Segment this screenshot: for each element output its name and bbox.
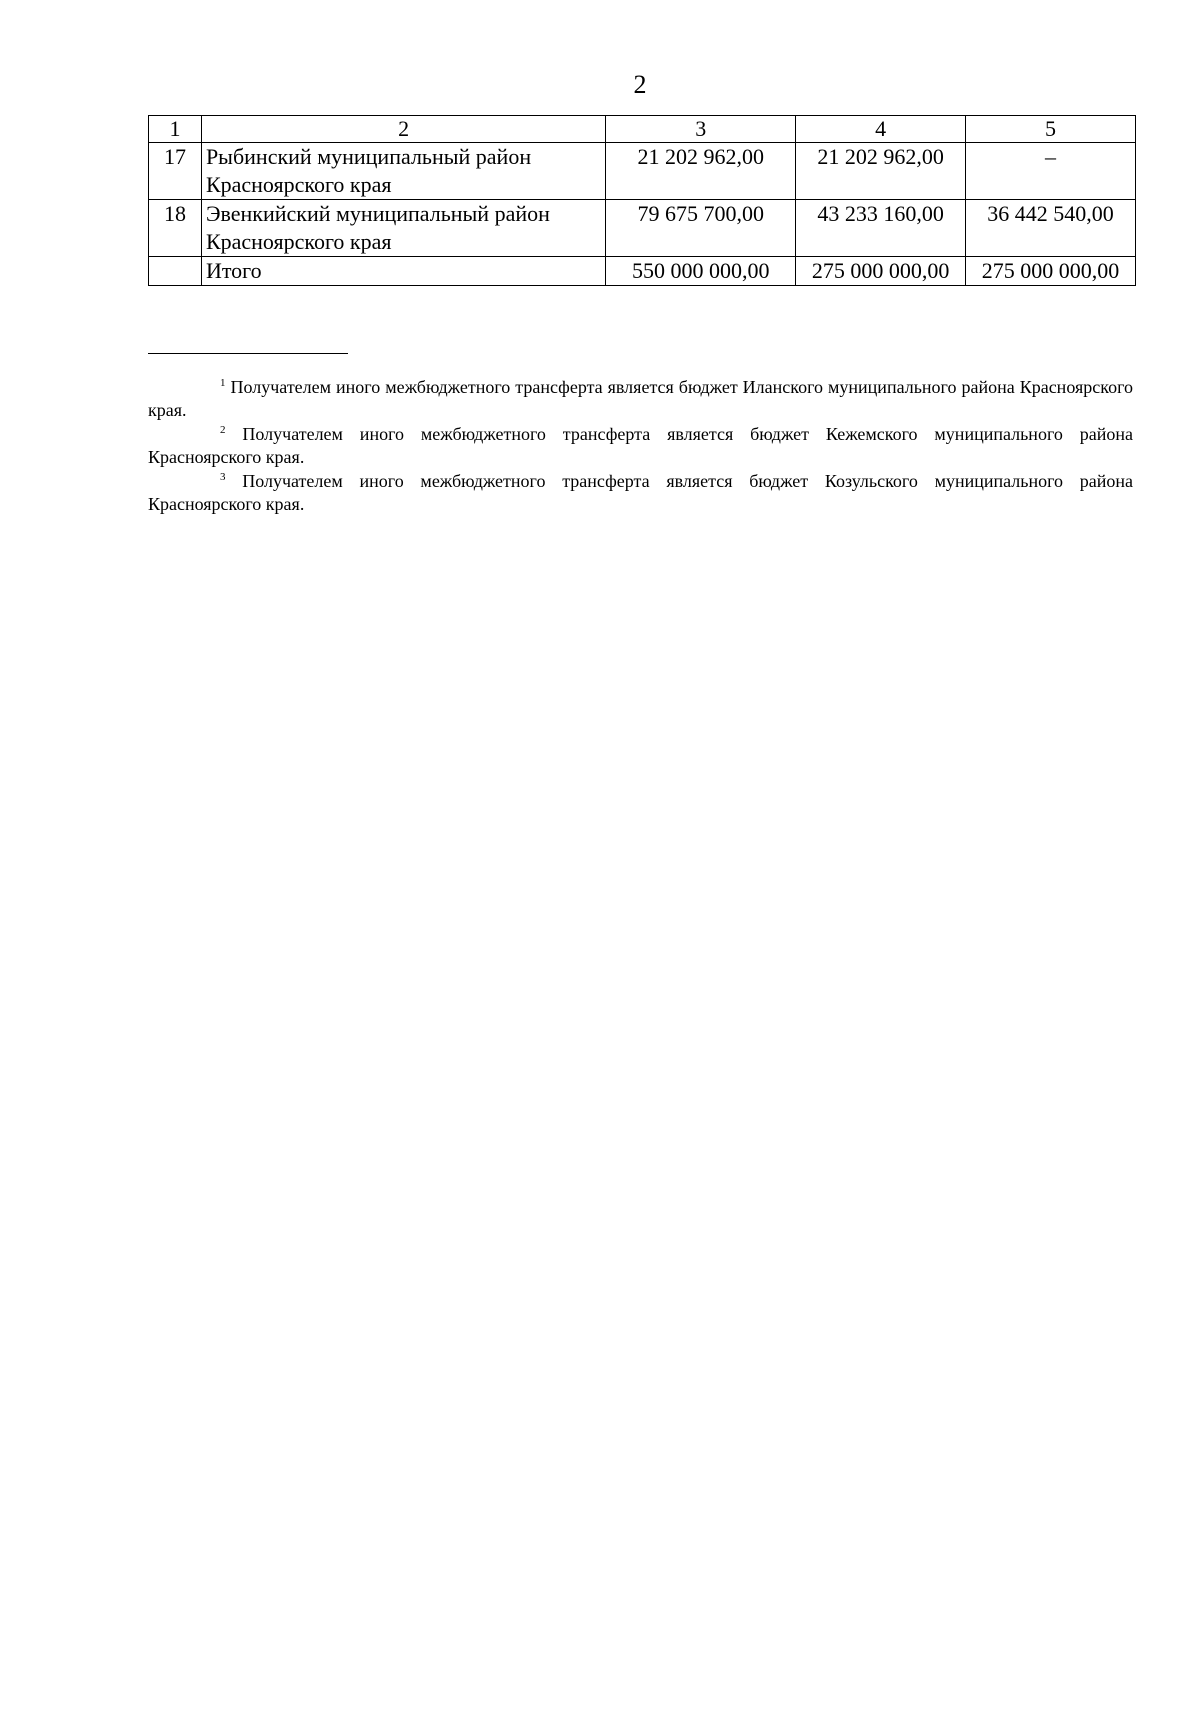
- table-header-row: [149, 116, 1136, 143]
- table-row: [149, 200, 1136, 257]
- footnote-3: [148, 470, 1133, 516]
- footnote-text: Получателем иного межбюджетного трансферта является бюджет Иланского муниципального района Красноярского края.: [148, 377, 1134, 420]
- district-name: Рыбинский муниципальный район Красноярского края: [201, 143, 605, 200]
- total-row: [149, 257, 1136, 286]
- total-row-number: [149, 257, 202, 286]
- budget-table: [148, 115, 1136, 286]
- footnote-2: [148, 423, 1133, 469]
- footnote-text: Получателем иного межбюджетного трансферта является бюджет Кежемского муниципального района Красноярского края.: [148, 424, 1134, 467]
- footnote-divider: [148, 353, 348, 354]
- table-row: [149, 143, 1136, 200]
- row-number: 17: [149, 143, 202, 200]
- total-col5: 275 000 000,00: [966, 257, 1136, 286]
- amount-col4: 21 202 962,00: [796, 143, 966, 200]
- amount-col3: 21 202 962,00: [606, 143, 796, 200]
- column-header-1: 1: [149, 116, 202, 143]
- total-col4: 275 000 000,00: [796, 257, 966, 286]
- footnote-mark: 3: [220, 471, 226, 483]
- footnote-text: Получателем иного межбюджетного трансферта является бюджет Козульского муниципального района Красноярского края.: [148, 471, 1134, 514]
- amount-col4: 43 233 160,00: [796, 200, 966, 257]
- footnote-mark: 2: [220, 424, 226, 436]
- amount-col5: 36 442 540,00: [966, 200, 1136, 257]
- footnote-1: [148, 376, 1133, 422]
- total-col3: 550 000 000,00: [606, 257, 796, 286]
- column-header-4: 4: [796, 116, 966, 143]
- column-header-5: 5: [966, 116, 1136, 143]
- row-number: 18: [149, 200, 202, 257]
- page-number: 2: [633, 70, 647, 99]
- amount-col5: –: [966, 143, 1136, 200]
- total-label: Итого: [201, 257, 605, 286]
- column-header-3: 3: [606, 116, 796, 143]
- column-header-2: 2: [201, 116, 605, 143]
- amount-col3: 79 675 700,00: [606, 200, 796, 257]
- footnotes: [148, 376, 1133, 517]
- footnote-mark: 1: [220, 377, 226, 389]
- district-name: Эвенкийский муниципальный район Красноярского края: [201, 200, 605, 257]
